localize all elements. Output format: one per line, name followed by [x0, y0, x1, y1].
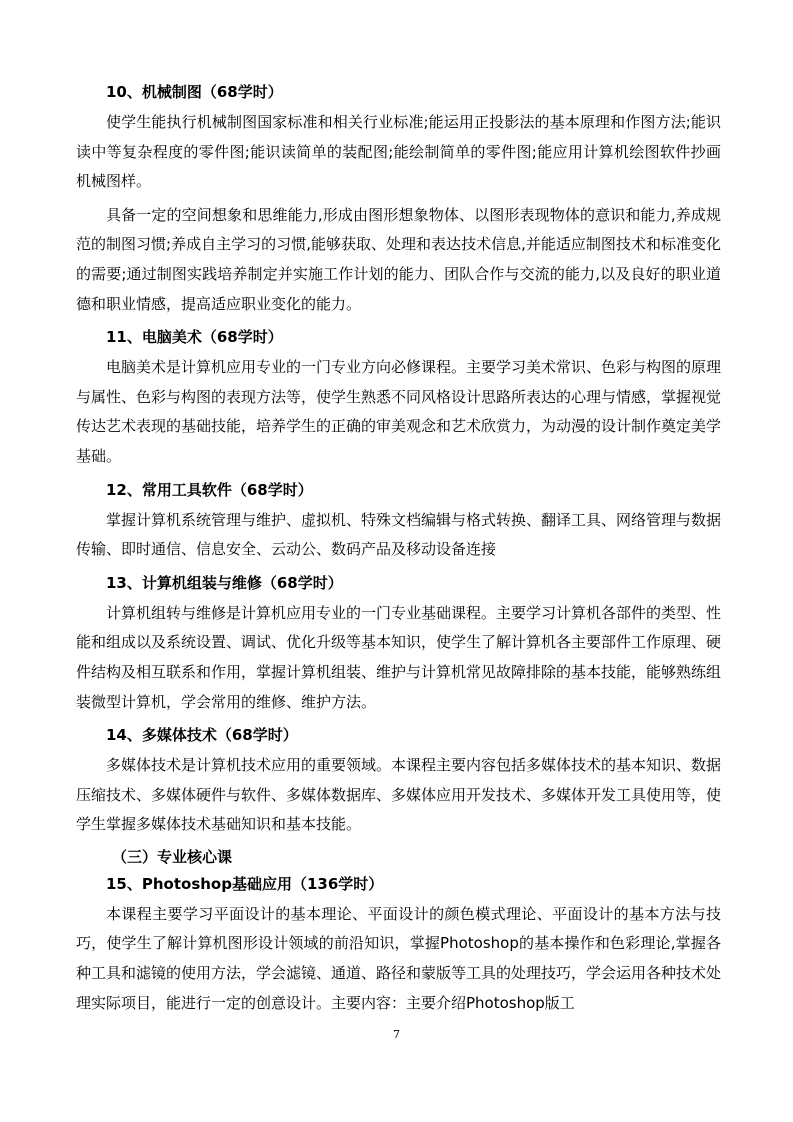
section-heading: 12、常用工具软件（68学时） — [106, 480, 313, 499]
section-heading: 11、电脑美术（68学时） — [106, 328, 283, 347]
page-number: 7 — [393, 1028, 400, 1041]
section-10 — [76, 78, 721, 319]
section-heading: 15、Photoshop基础应用（136学时） — [106, 874, 384, 893]
section-paragraph: 计算机组转与维修是计算机应用专业的一门专业基础课程。主要学习计算机各部件的类型、性能和组成以及系统设置、调试、优化升级等基本知识，使学生了解计算机各主要部件工作原理、硬件结构及相互联系和作用，掌握计算机组装、维护与计算机常见故障排除的基本技能，能够熟练组装微型计算机，学会常用的维修、维护方法。 — [76, 603, 722, 711]
section-15 — [76, 870, 721, 1018]
section-heading: 10、机械制图（68学时） — [106, 83, 283, 101]
section-14 — [76, 721, 721, 840]
section-paragraph: 多媒体技术是计算机技术应用的重要领域。本课程主要内容包括多媒体技术的基本知识、数据压缩技术、多媒体硬件与软件、多媒体数据库、多媒体应用开发技术、多媒体开发工具使用等，使学生掌握多媒体技术基础知识和基本技能。 — [76, 756, 722, 834]
section-paragraph: 本课程主要学习平面设计的基本理论、平面设计的颜色模式理论、平面设计的基本方法与技巧，使学生了解计算机图形设计领域的前沿知识，掌握Photoshop的基本操作和色彩理论,掌握各种工具和滤镜的使用方法，学会滤镜、通道、路径和蒙版等工具的处理技巧，学会运用各种技术处理实际项目，能进行一定的创意设计。主要内容：主要介绍Photoshop版工 — [76, 904, 722, 1012]
section-12 — [76, 476, 721, 565]
subsection-heading: （三）专业核心课 — [112, 847, 233, 866]
section-paragraph: 具备一定的空间想象和思维能力,形成由图形想象物体、以图形表现物体的意识和能力,养成规范的制图习惯;养成自主学习的习惯,能够获取、处理和表达技术信息,并能适应制图技术和标准变化的需要;通过制图实践培养制定并实施工作计划的能力、团队合作与交流的能力,以及良好的职业道德和职业情感，提高适应职业变化的能力。 — [76, 205, 721, 313]
section-paragraph: 使学生能执行机械制图国家标准和相关行业标准;能运用正投影法的基本原理和作图方法;能识读中等复杂程度的零件图;能识读简单的装配图;能绘制简单的零件图;能应用计算机绘图软件抄画机械图样。 — [76, 113, 721, 191]
section-paragraph: 掌握计算机系统管理与维护、虚拟机、特殊文档编辑与格式转换、翻译工具、网络管理与数据传输、即时通信、信息安全、云动公、数码产品及移动设备连接 — [76, 510, 722, 559]
section-11 — [76, 323, 721, 471]
section-13 — [76, 569, 721, 717]
section-paragraph: 电脑美术是计算机应用专业的一门专业方向必修课程。主要学习美术常识、色彩与构图的原理与属性、色彩与构图的表现方法等，使学生熟悉不同风格设计思路所表达的心理与情感，掌握视觉传达艺术表现的基础技能，培养学生的正确的审美观念和艺术欣赏力，为动漫的设计制作奠定美学基础。 — [76, 358, 722, 465]
page-content — [76, 78, 721, 1022]
section-heading: 13、计算机组装与维修（68学时） — [106, 573, 343, 592]
section-heading: 14、多媒体技术（68学时） — [106, 726, 298, 745]
